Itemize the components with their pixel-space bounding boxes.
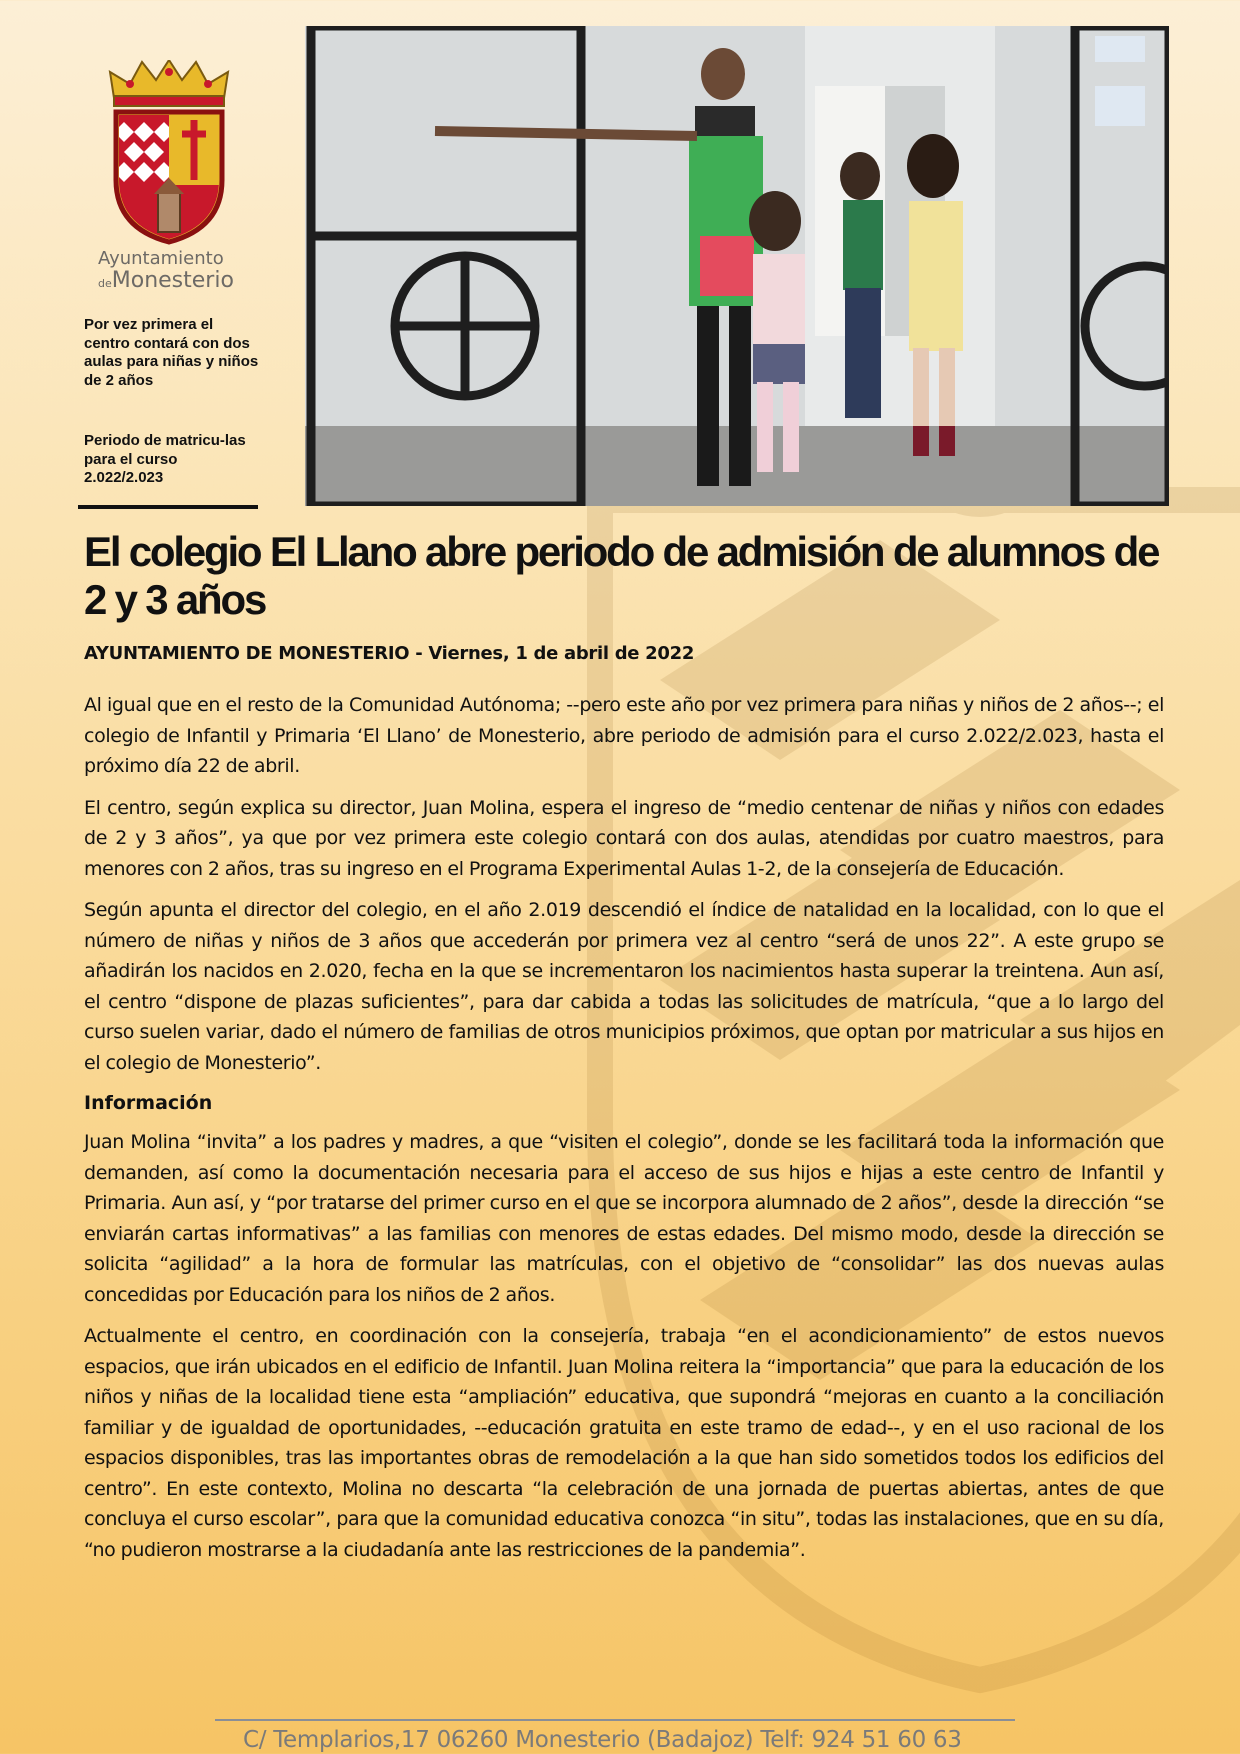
article-paragraph-2: El centro, según explica su director, Juan Molina, espera el ingreso de “medio centenar de niñas y niños con edades de 2 y 3 años”, ya que por vez primera este colegio contará con dos aulas, atendidas por cuatro maestros, para menores con 2 años, tras su ingreso en el Programa Experimental Aulas 1-2, de la consejería de Educación. [84, 796, 1164, 880]
organization-name [98, 250, 258, 292]
footer-divider [215, 1719, 1015, 1721]
article-paragraph-4: Juan Molina “invita” a los padres y madres, a que “visiten el colegio”, donde se les facilitará toda la información que demanden, así como la documentación necesaria para el acceso de sus hijos e hijas a este centro de Infantil y Primaria. Aun así, y “por tratarse del primer curso en el que se incorpora alumnado de 2 años”, desde la dirección “se enviarán cartas informativas” a las familias con menores de estas edades. Del mismo modo, desde la dirección se solicita “agilidad” a la hora de formular las matrículas, con el objetivo de “consolidar” las dos nuevas aulas concedidas por Educación para los niños de 2 años. [84, 1131, 1164, 1306]
org-name-prefix: de [98, 276, 112, 290]
article-paragraph-3: Según apunta el director del colegio, en el año 2.019 descendió el índice de natalidad en la localidad, con lo que el número de niñas y niños de 3 años que accederán por primera vez al centro “será de unos 22”. A este grupo se añadirán los nacidos en 2.020, fecha en la que se incrementaron los nacimientos hasta superar la treintena. Aun así, el centro “dispone de plazas suficientes”, para dar cabida a todas las solicitudes de matrícula, “que a lo largo del curso suelen variar, dado el número de familias de otros municipios próximos, que optan por matricular a sus hijos en el colegio de Monesterio”. [84, 899, 1164, 1074]
article-headline: El colegio El Llano abre periodo de admisión de alumnos de 2 y 3 años [84, 528, 1159, 623]
sidebar-divider [78, 505, 258, 509]
town-crest-logo [100, 60, 238, 250]
footer-address: C/ Templarios,17 06260 Monesterio (Badajoz) Telf: 924 51 60 63 [243, 1727, 962, 1753]
sidebar-note-aulas: Por vez primera el centro contará con dos aulas para niñas y niños de 2 años [84, 316, 259, 389]
article-paragraph-5: Actualmente el centro, en coordinación con la consejería, trabaja “en el acondicionamiento” de estos nuevos espacios, que irán ubicados en el edificio de Infantil. Juan Molina reitera la “importancia” que para la educación de los niños y niñas de la localidad tiene esta “ampliación” educativa, que supondrá “mejoras en cuanto a la conciliación familiar y de igualdad de oportunidades, --educación gratuita en este tramo de edad--, y en el uso racional de los espacios disponibles, tras las importantes obras de remodelación a la que han sido sometidos todos los edificios del centro”. En este contexto, Molina no descarta “la celebración de una jornada de puertas abiertas, antes de que concluya el curso escolar”, para que la comunidad educativa conozca “in situ”, todas las instalaciones, que en su día, “no pudieron mostrarse a la ciudadanía ante las restricciones de la pandemia”. [84, 1325, 1164, 1561]
org-name-town: Monesterio [111, 267, 234, 293]
article-paragraph-1: Al igual que en el resto de la Comunidad Autónoma; --pero este año por vez primera para niñas y niños de 2 años--; el colegio de Infantil y Primaria ‘El Llano’ de Monesterio, abre periodo de admisión para el curso 2.022/2.023, hasta el próximo día 22 de abril. [84, 694, 1164, 777]
org-name-line2 [98, 269, 258, 292]
article-byline: AYUNTAMIENTO DE MONESTERIO - Viernes, 1 de abril de 2022 [84, 643, 695, 664]
sidebar-note-matriculas: Periodo de matricu-las para el curso 2.022/2.023 [84, 432, 246, 486]
sidebar [78, 60, 259, 486]
article-subheading: Información [84, 1092, 213, 1114]
org-name-line1: Ayuntamiento [98, 248, 224, 269]
article-body [84, 690, 1164, 1576]
school-entrance-photo [305, 26, 1169, 506]
